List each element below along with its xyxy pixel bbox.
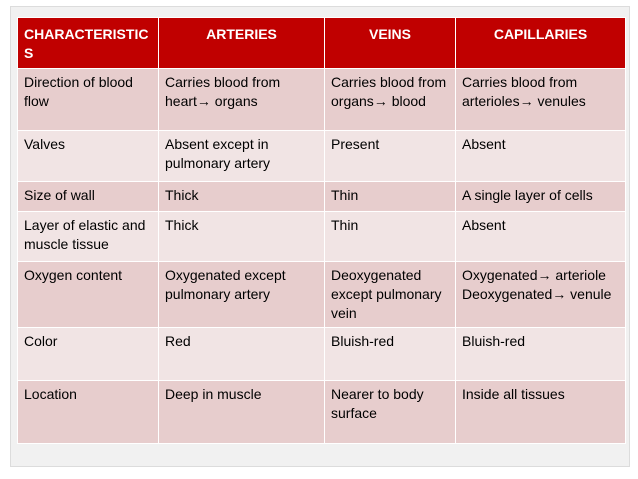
table-row <box>18 69 626 131</box>
cell-capillaries: Oxygenated→ arteriole Deoxygenated→ venule <box>456 262 626 328</box>
row-label-location: Location <box>18 381 159 444</box>
row-label-direction: Direction of blood flow <box>18 69 159 131</box>
cell-veins: Carries blood from organs→ blood <box>325 69 456 131</box>
header-veins: VEINS <box>325 18 456 69</box>
cell-capillaries: Absent <box>456 212 626 262</box>
cell-capillaries: Carries blood from arterioles→ venules <box>456 69 626 131</box>
cell-arteries: Carries blood from heart→ organs <box>159 69 325 131</box>
row-label-oxygen-content: Oxygen content <box>18 262 159 328</box>
cell-veins: Bluish-red <box>325 328 456 381</box>
cell-capillaries: A single layer of cells <box>456 182 626 212</box>
cell-arteries: Thick <box>159 182 325 212</box>
row-label-valves: Valves <box>18 131 159 182</box>
cell-arteries: Oxygenated except pulmonary artery <box>159 262 325 328</box>
cell-arteries: Thick <box>159 212 325 262</box>
cell-capillaries: Absent <box>456 131 626 182</box>
header-capillaries: CAPILLARIES <box>456 18 626 69</box>
cell-veins: Present <box>325 131 456 182</box>
table-row <box>18 381 626 444</box>
cell-veins: Nearer to body surface <box>325 381 456 444</box>
cell-capillaries: Bluish-red <box>456 328 626 381</box>
comparison-table <box>17 17 626 444</box>
cell-arteries: Red <box>159 328 325 381</box>
cell-arteries: Deep in muscle <box>159 381 325 444</box>
table-row <box>18 182 626 212</box>
header-characteristics: CHARACTERISTICS <box>18 18 159 69</box>
cell-arteries: Absent except in pulmonary artery <box>159 131 325 182</box>
row-label-elastic-muscle: Layer of elastic and muscle tissue <box>18 212 159 262</box>
row-label-size-of-wall: Size of wall <box>18 182 159 212</box>
row-label-color: Color <box>18 328 159 381</box>
table-row <box>18 328 626 381</box>
cell-veins: Deoxygenated except pulmonary vein <box>325 262 456 328</box>
cell-veins: Thin <box>325 212 456 262</box>
table-header-row <box>18 18 626 69</box>
cell-capillaries: Inside all tissues <box>456 381 626 444</box>
header-arteries: ARTERIES <box>159 18 325 69</box>
table-row <box>18 131 626 182</box>
cell-veins: Thin <box>325 182 456 212</box>
table-row <box>18 262 626 328</box>
table-row <box>18 212 626 262</box>
